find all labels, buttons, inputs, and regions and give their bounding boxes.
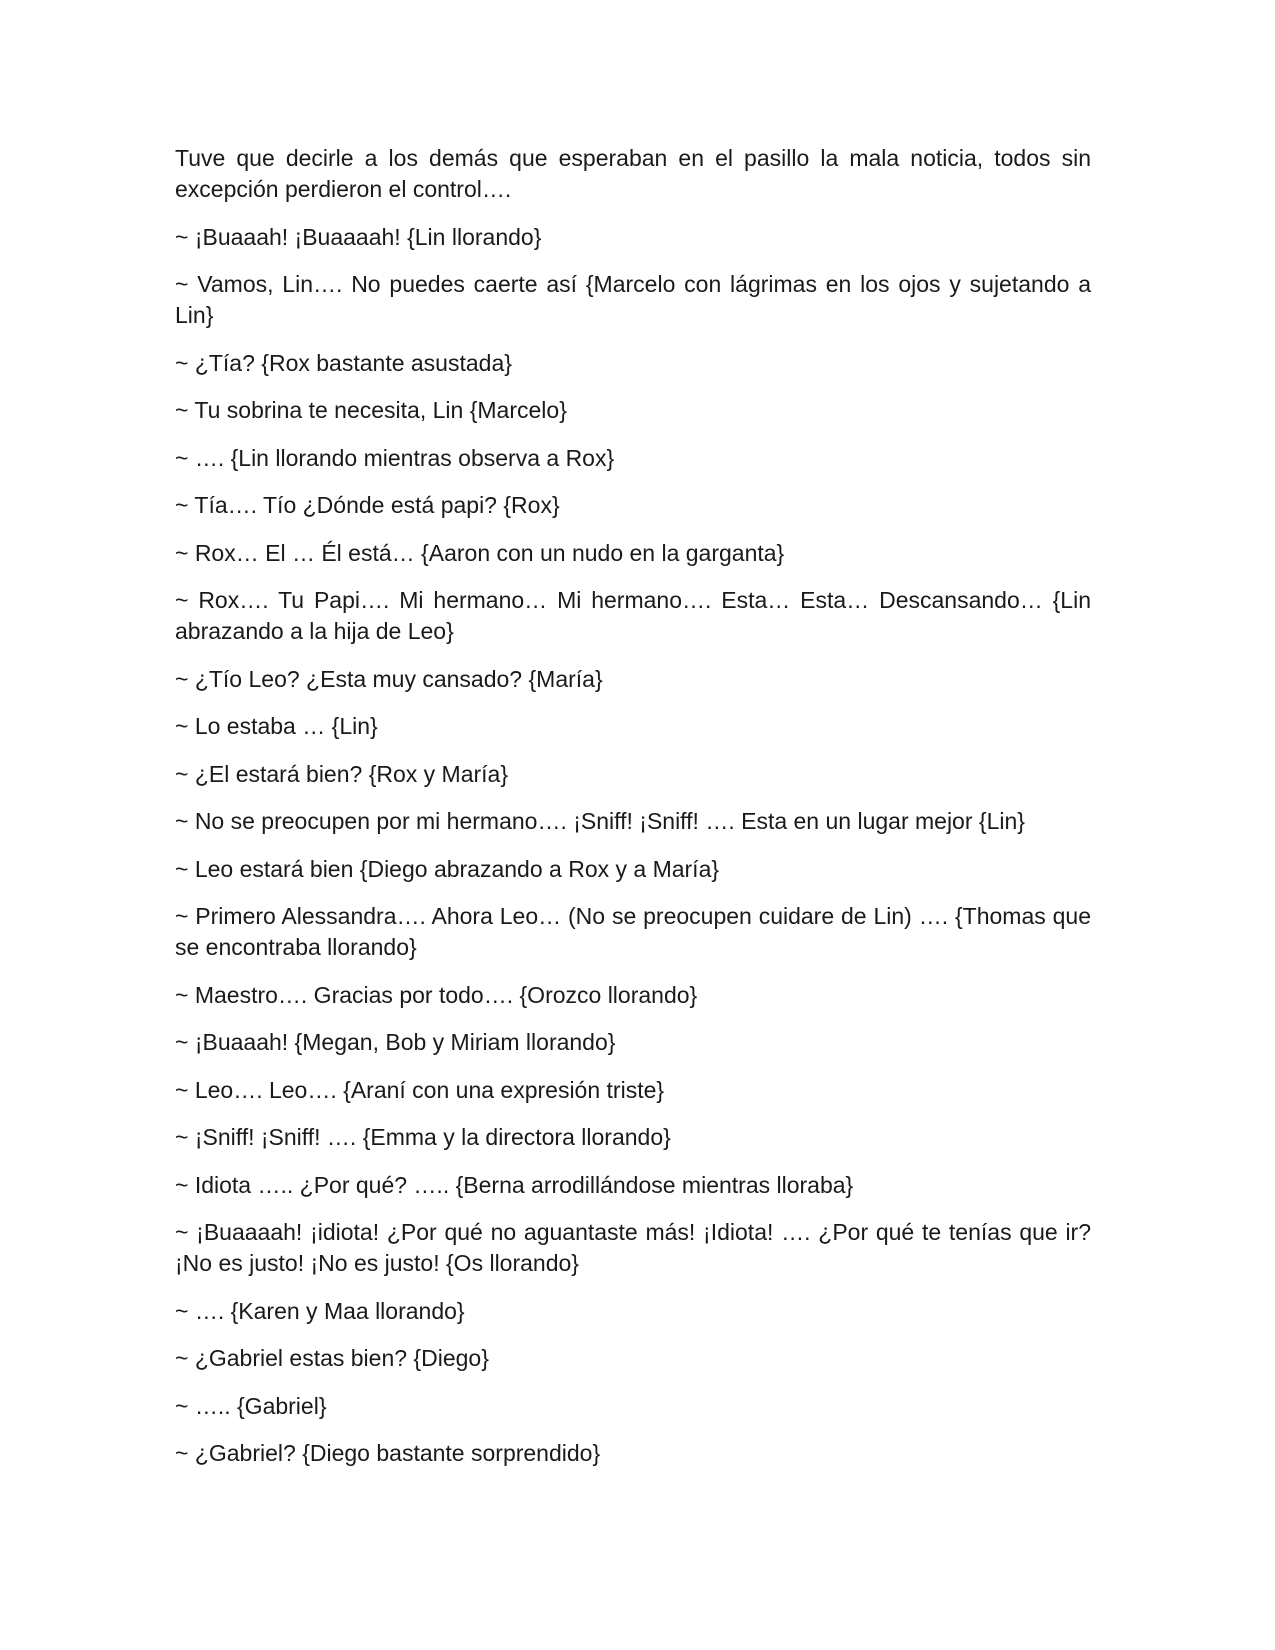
dialogue-line: ~ Leo…. Leo…. {Araní con una expresión triste} <box>175 1076 665 1103</box>
dialogue-line: ~ Primero Alessandra…. Ahora Leo… (No se preocupen cuidare de Lin) …. {Thomas que se encontraba llorando} <box>175 903 1091 960</box>
dialogue-line: ~ Idiota ….. ¿Por qué? ….. {Berna arrodillándose mientras lloraba} <box>175 1171 854 1198</box>
dialogue-line: ~ ¡Buaaaah! ¡idiota! ¿Por qué no aguantaste más! ¡Idiota! …. ¿Por qué te tenías que ir? ¡No es justo! ¡No es justo! {Os llorando} <box>175 1219 1091 1276</box>
dialogue-line: ~ …. {Lin llorando mientras observa a Rox} <box>175 444 615 471</box>
dialogue-line: ~ Maestro…. Gracias por todo…. {Orozco llorando} <box>175 981 698 1008</box>
dialogue-line: ~ ¿Gabriel estas bien? {Diego} <box>175 1345 489 1371</box>
narration-paragraph: Tuve que decirle a los demás que esperaban en el pasillo la mala noticia, todos sin excepción perdieron el control…. <box>175 145 1091 202</box>
dialogue-line: ~ …. {Karen y Maa llorando} <box>175 1297 465 1324</box>
dialogue-line: ~ ¡Buaaah! ¡Buaaaah! {Lin llorando} <box>175 223 542 250</box>
dialogue-line: ~ Leo estará bien {Diego abrazando a Rox y a María} <box>175 855 720 882</box>
document-page <box>175 143 1091 1486</box>
dialogue-line: ~ ¿Tío Leo? ¿Esta muy cansado? {María} <box>175 665 603 692</box>
dialogue-line: ~ ¿El estará bien? {Rox y María} <box>175 760 509 787</box>
dialogue-line: ~ ¿Tía? {Rox bastante asustada} <box>175 349 512 376</box>
dialogue-line: ~ Lo estaba … {Lin} <box>175 713 378 739</box>
dialogue-line: ~ Rox… El … Él está… {Aaron con un nudo en la garganta} <box>175 539 785 566</box>
dialogue-line: ~ ¿Gabriel? {Diego bastante sorprendido} <box>175 1440 601 1466</box>
dialogue-line: ~ ¡Sniff! ¡Sniff! …. {Emma y la directora llorando} <box>175 1124 671 1150</box>
dialogue-line: ~ No se preocupen por mi hermano…. ¡Sniff! ¡Sniff! …. Esta en un lugar mejor {Lin} <box>175 808 1025 834</box>
dialogue-line: ~ Tía…. Tío ¿Dónde está papi? {Rox} <box>175 492 560 518</box>
dialogue-line: ~ Tu sobrina te necesita, Lin {Marcelo} <box>175 397 567 423</box>
dialogue-line: ~ Rox…. Tu Papi…. Mi hermano… Mi hermano…. Esta… Esta… Descansando… {Lin abrazando a la hija de Leo} <box>175 587 1091 644</box>
dialogue-line: ~ ….. {Gabriel} <box>175 1392 327 1419</box>
dialogue-line: ~ ¡Buaaah! {Megan, Bob y Miriam llorando} <box>175 1029 616 1055</box>
dialogue-line: ~ Vamos, Lin…. No puedes caerte así {Marcelo con lágrimas en los ojos y sujetando a Lin} <box>175 271 1091 328</box>
